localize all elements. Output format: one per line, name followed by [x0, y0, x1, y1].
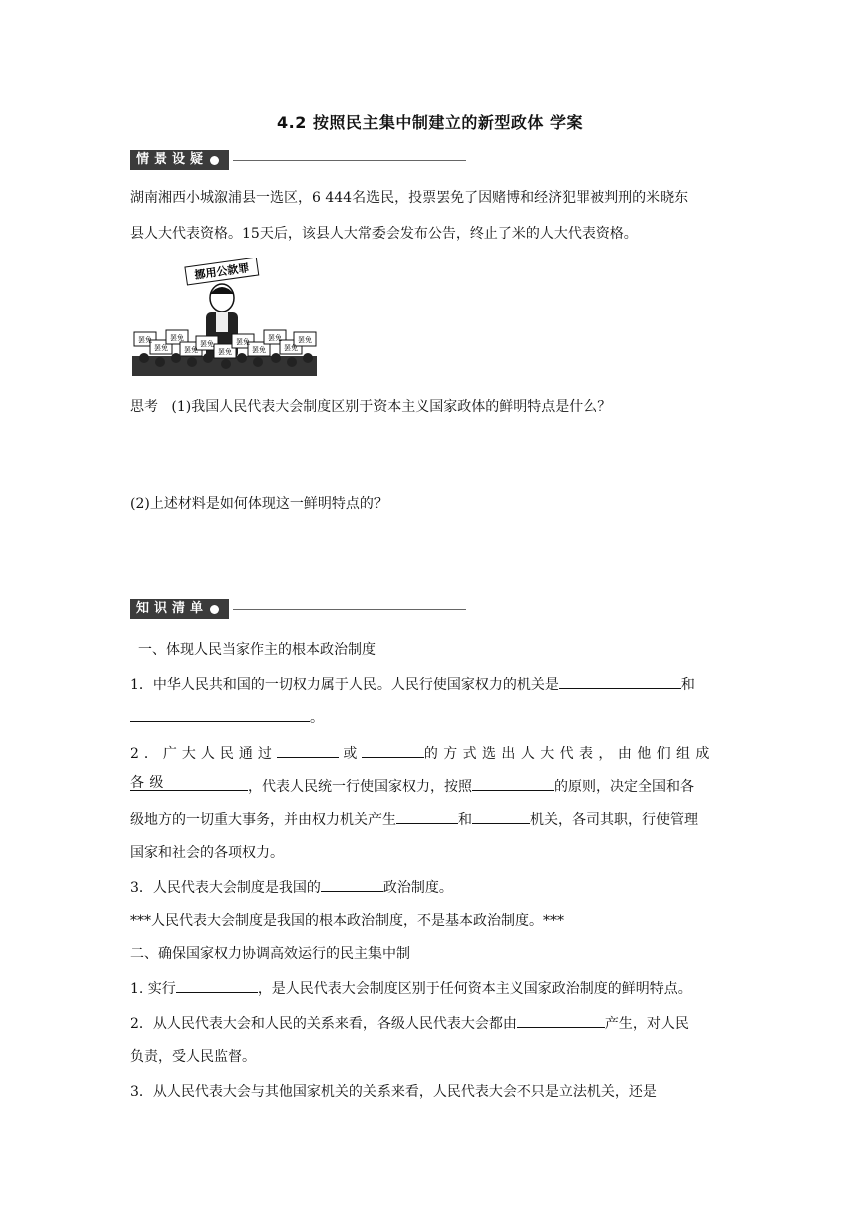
fill-blank[interactable] [176, 978, 258, 993]
item-2-line-2 [130, 773, 730, 802]
placard-text: 罢免 [200, 340, 214, 348]
placard-text: 罢免 [268, 334, 282, 342]
fill-blank[interactable] [517, 1013, 605, 1028]
note-line: ***人民代表大会制度是我国的根本政治制度，不是基本政治制度。*** [130, 913, 564, 929]
bullet-dot-icon [210, 605, 219, 614]
item-2-text-4: 的原则，决定全国和各 [554, 779, 694, 795]
item-1-cont [130, 704, 730, 733]
item-2-line-3 [130, 806, 730, 835]
item-2-or: 或 [343, 746, 358, 762]
item-j1-text: 1. 实行 [130, 981, 176, 997]
item-j1 [130, 975, 730, 1004]
heading-2: 二、确保国家权力协调高效运行的民主集中制 [130, 946, 410, 962]
placard-text: 罢免 [154, 344, 168, 352]
fill-blank[interactable] [472, 809, 530, 824]
section-rule [233, 160, 466, 161]
item-2-text-6: 机关，各司其职，行使管理 [530, 812, 698, 828]
item-j2-cont: 负责，受人民监督。 [130, 1049, 256, 1065]
placard-text: 罢免 [252, 346, 266, 354]
item-3-text: 3．人民代表大会制度是我国的 [130, 880, 321, 896]
bullet-dot-icon [210, 156, 219, 165]
placard-text: 罢免 [184, 346, 198, 354]
scenario-line-2: 县人大代表资格。15天后，该县人大常委会发布公告，终止了米的人大代表资格。 [130, 226, 638, 242]
placard-text: 罢免 [170, 334, 184, 342]
item-1-end: 。 [310, 710, 324, 726]
item-1 [130, 671, 730, 700]
section-rule [233, 609, 466, 610]
heading-1: 一、体现人民当家作主的根本政治制度 [138, 642, 376, 658]
section-label-text: 知识清单 [136, 601, 209, 616]
section-label [130, 150, 229, 170]
placard-text: 罢免 [284, 344, 298, 352]
item-2-text-5: 级地方的一切重大事务，并由权力机关产生 [130, 812, 396, 828]
fill-blank[interactable] [130, 707, 310, 722]
item-2-text: 2．广大人民通过 [130, 746, 277, 762]
section-header-knowledge [130, 599, 466, 619]
fill-blank[interactable] [472, 776, 554, 791]
item-j2-text-2: 产生，对人民 [604, 1016, 689, 1032]
placard-text: 罢免 [218, 348, 232, 356]
sign-text: 挪用公款罪 [193, 261, 251, 282]
recall-vote-cartoon-icon [130, 258, 320, 378]
item-j1-text-2: ，是人民代表大会制度区别于任何资本主义国家政治制度的鲜明特点。 [257, 981, 692, 997]
fill-blank[interactable] [321, 877, 383, 892]
fill-blank[interactable] [396, 809, 458, 824]
item-1-join: 和 [680, 677, 695, 693]
section-header-scenario [130, 150, 466, 170]
fill-blank[interactable] [130, 776, 248, 791]
item-2-text-3: ，代表人民统一行使国家权力，按照 [248, 779, 472, 795]
scenario-line-1: 湖南湘西小城溆浦县一选区，6 444名选民，投票罢免了因赌博和经济犯罪被判刑的米晓东 [130, 190, 689, 206]
question-1-text: (1)我国人民代表大会制度区别于资本主义国家政体的鲜明特点是什么？ [171, 399, 612, 415]
question-2: (2)上述材料是如何体现这一鲜明特点的？ [130, 496, 388, 512]
fill-blank[interactable] [362, 743, 424, 758]
question-1 [130, 393, 730, 422]
item-2-text-2: 的方式选出人大代表，由他们组成各级 [130, 746, 715, 791]
section-label-text: 情景设疑 [136, 152, 209, 167]
item-3 [130, 874, 730, 903]
question-prefix: 思考 [130, 399, 158, 415]
placard-text: 罢免 [138, 336, 152, 344]
item-2-and: 和 [458, 812, 472, 828]
item-1-text: 1．中华人民共和国的一切权力属于人民。人民行使国家权力的机关是 [130, 677, 559, 693]
item-j2 [130, 1010, 730, 1039]
page-title: 4.2 按照民主集中制建立的新型政体 学案 [277, 113, 583, 132]
fill-blank[interactable] [277, 743, 339, 758]
section-label [130, 599, 229, 619]
item-2-line-4: 国家和社会的各项权力。 [130, 845, 284, 861]
item-j3: 3．从人民代表大会与其他国家机关的关系来看，人民代表大会不只是立法机关，还是 [130, 1084, 657, 1100]
item-3-end: 政治制度。 [382, 880, 453, 896]
fill-blank[interactable] [559, 674, 681, 689]
item-j2-text: 2．从人民代表大会和人民的关系来看，各级人民代表大会都由 [130, 1016, 517, 1032]
placard-text: 罢免 [298, 336, 312, 344]
placard-text: 罢免 [236, 338, 250, 346]
